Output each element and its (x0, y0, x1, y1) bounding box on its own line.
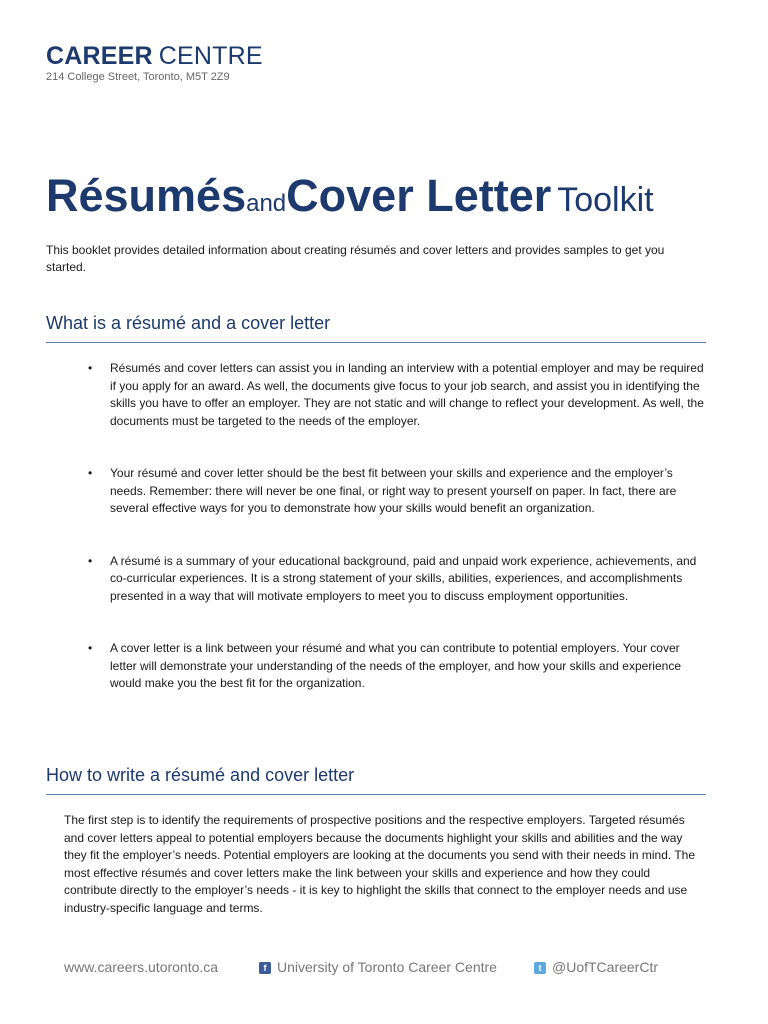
facebook-icon: f (259, 962, 271, 974)
header (46, 42, 263, 83)
website-link[interactable]: www.careers.utoronto.ca (64, 959, 219, 975)
bullet-text: Résumés and cover letters can assist you in landing an interview with a potential employer and may be required if you apply for an award. As well, the documents give focus to your job search, and assist you in identifying the skills you have to offer an employer. They are not static and will change to reflect your development. As well, the documents must be targeted to the needs of the employer. (110, 361, 704, 428)
section-heading-how-to-write: How to write a résumé and cover letter (46, 765, 706, 795)
facebook-link[interactable] (259, 959, 497, 975)
bullet-dot: • (88, 466, 93, 480)
list-item (88, 640, 704, 693)
section-heading-what-is: What is a résumé and a cover letter (46, 313, 706, 343)
title-cover-letter: Cover Letter (286, 170, 552, 221)
facebook-label: University of Toronto Career Centre (277, 959, 497, 975)
bullet-dot: • (88, 641, 93, 655)
how-to-paragraph: The first step is to identify the requirements of prospective positions and the respective employers. Targeted résumés and cover letters appeal to potential employers because the documents highlight your skills and abilities and the way they fit the employer’s needs. Potential employers are looking at the documents you send with their needs in mind. The most effective résumés and cover letters make the link between your skills and experience and how they could contribute directly to the employer’s needs - it is key to highlight the skills that connect to the employer needs and use industry-specific language and terms. (64, 813, 696, 915)
title-toolkit: Toolkit (557, 181, 654, 219)
twitter-icon: t (534, 962, 546, 974)
bullet-text: A cover letter is a link between your résumé and what you can contribute to potential employers. Your cover letter will demonstrate your understanding of the needs of the employer, and how your skills and experience would make you the best fit for the organization. (110, 641, 681, 690)
brand-bold: CAREER (46, 42, 153, 70)
document-title (46, 166, 654, 237)
twitter-label: @UofTCareerCtr (552, 959, 659, 975)
bullet-text: A résumé is a summary of your educational background, paid and unpaid work experience, achievements, and co-curricular experiences. It is a strong statement of your skills, abilities, experiences, and accomplishments presented in a way that will motivate employers to meet you to discuss employment opportunities. (110, 553, 697, 603)
address: 214 College Street, Toronto, M5T 2Z9 (46, 71, 230, 83)
title-resumes: Résumés (46, 170, 247, 221)
brand-logo (46, 42, 263, 70)
list-item (88, 360, 704, 430)
list-item (88, 465, 704, 518)
brand-light: CENTRE (158, 42, 263, 70)
bullet-text: Your résumé and cover letter should be the best fit between your skills and experience and the employer’s needs. Remember: there will never be one final, or right way to present yourself on paper. In fact, there are several effective ways for you to demonstrate how your skills would benefit an organization. (110, 466, 677, 515)
title-and: and (246, 190, 287, 217)
twitter-link[interactable] (534, 959, 658, 975)
list-item (88, 553, 704, 606)
intro-paragraph: This booklet provides detailed information about creating résumés and cover letters and provides samples to get you started. (46, 243, 665, 274)
bullet-list (88, 360, 704, 728)
bullet-dot: • (88, 361, 93, 375)
bullet-dot: • (88, 553, 93, 568)
